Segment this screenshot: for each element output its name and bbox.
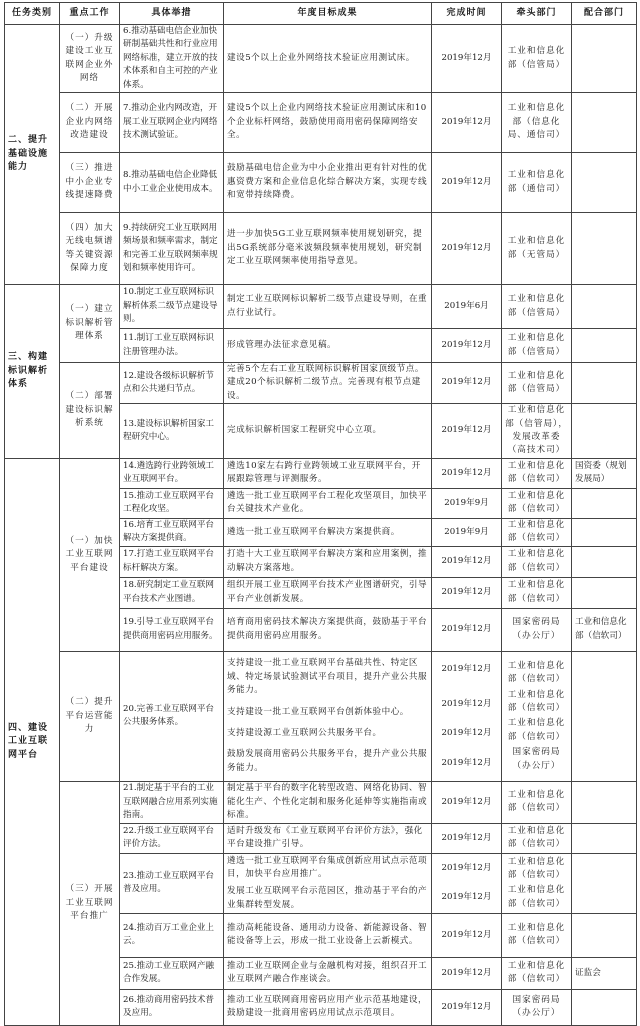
goal-cell: [224, 651, 432, 781]
table-row: [5, 213, 637, 285]
coop-cell: 工业和信息化部（信软司）: [572, 608, 637, 651]
coop-cell: [572, 989, 637, 1025]
table-row: [5, 153, 637, 213]
measure-cell: 14.遴选跨行业跨领域工业互联网平台。: [120, 458, 224, 488]
lead-cell: 工业和信息化部（信管局）: [502, 329, 572, 363]
lead-cell: 工业和信息化部（信软司）: [502, 913, 572, 957]
goal-cell: 完成标识解析国家工程研究中心立项。: [224, 404, 432, 459]
coop-cell: [572, 546, 637, 577]
goal-cell: 推动高耗能设备、通用动力设备、新能源设备、智能设备等上云，形成一批工业设备上云新模式。: [224, 913, 432, 957]
lead-cell: 工业和信息化部（通信司）: [502, 153, 572, 213]
lead-cell: 工业和信息化部（信软司）: [502, 458, 572, 488]
measure-cell: 21.制定基于平台的工业互联网融合应用系列实施指南。: [120, 781, 224, 823]
coop-cell: [572, 363, 637, 404]
measure-cell: 22.升级工业互联网平台评价方法。: [120, 823, 224, 853]
time-cell: 2019年12月: [432, 608, 502, 651]
measure-cell: 11.制订工业互联网标识注册管理办法。: [120, 329, 224, 363]
coop-cell: [572, 25, 637, 93]
goal-cell: 打造十大工业互联网平台解决方案和应用案例，推动解决方案落地。: [224, 546, 432, 577]
time-cell: 2019年12月: [432, 153, 502, 213]
measure-cell: 25.推动工业互联网产融合作发展。: [120, 957, 224, 989]
table-row: [5, 25, 637, 93]
measure-cell: 10.制定工业互联网标识解析体系二级节点建设导则。: [120, 285, 224, 329]
goal-cell: 遴选一批工业互联网平台解决方案提供商。: [224, 518, 432, 546]
time-cell: 2019年6月: [432, 285, 502, 329]
measure-cell: 19.引导工业互联网平台提供商用密码应用服务。: [120, 608, 224, 651]
table-row: [5, 363, 637, 404]
time-line: 2019年12月: [441, 728, 492, 739]
time-cell: 2019年12月: [432, 957, 502, 989]
measure-cell: 6.推动基础电信企业加快研制基础共性和行业应用网络标准，建立开放的技术体系和自主可控的产业体系。: [120, 25, 224, 93]
measure-cell: 7.推动企业内网改造，开展工业互联网企业内网络技术测试验证。: [120, 93, 224, 153]
key-work: （四）加大无线电频谱等关键资源保障力度: [60, 213, 120, 285]
table-row: [5, 93, 637, 153]
time-line: 2019年12月: [441, 663, 492, 674]
measure-cell: 17.打造工业互联网平台标杆解决方案。: [120, 546, 224, 577]
coop-cell: [572, 781, 637, 823]
lead-cell: 工业和信息化部（信软司）: [502, 823, 572, 853]
coop-cell: [572, 651, 637, 781]
time-cell: 2019年12月: [432, 577, 502, 608]
coop-cell: [572, 404, 637, 459]
key-work: （二）开展企业内网络改造建设: [60, 93, 120, 153]
measure-cell: 18.研究制定工业互联网平台技术产业图谱。: [120, 577, 224, 608]
goal-cell: 制定工业互联网标识解析二级节点建设导则，在重点行业试行。: [224, 285, 432, 329]
time-cell: 2019年9月: [432, 488, 502, 518]
header-measures: 具体举措: [120, 3, 224, 25]
key-work: （三）开展工业互联网平台推广: [60, 781, 120, 1025]
table-row: [5, 285, 637, 329]
lead-cell: 国家密码局（办公厅）: [502, 989, 572, 1025]
goal-line: 发展工业互联网平台示范园区，推动基于平台的产业集群转型发展。: [227, 886, 428, 910]
lead-cell: 工业和信息化部（信软司）: [502, 577, 572, 608]
coop-cell: [572, 285, 637, 329]
goal-cell: [224, 853, 432, 913]
time-line: 2019年12月: [441, 892, 492, 903]
lead-line: 工业和信息化部（信软司）: [507, 856, 566, 880]
goal-cell: 制定基于平台的数字化转型改造、网络化协同、智能化生产、个性化定制和服务化延伸等实施指南或标准。: [224, 781, 432, 823]
lead-line: 国家密码局（办公厅）: [512, 747, 561, 771]
work-plan-table: [4, 2, 637, 1026]
goal-cell: 完善5个左右工业互联网标识解析国家顶级节点。建成20个标识解析二级节点。完善现有根节点建设。: [224, 363, 432, 404]
time-cell: 2019年12月: [432, 404, 502, 459]
goal-cell: 鼓励基础电信企业为中小企业推出更有针对性的优惠资费方案和企业信息化综合解决方案，实现专线和宽带持续降费。: [224, 153, 432, 213]
coop-cell: [572, 913, 637, 957]
header-annual-goals: 年度目标成果: [224, 3, 432, 25]
task-category: 四、建设工业互联网平台: [5, 458, 60, 1025]
lead-cell: 工业和信息化部（信软司）: [502, 518, 572, 546]
coop-cell: [572, 329, 637, 363]
time-line: 2019年12月: [441, 862, 492, 873]
measure-cell: 23.推动工业互联网平台普及应用。: [120, 853, 224, 913]
measure-cell: 9.持续研究工业互联网用频场景和频率需求，制定和完善工业互联网频率规划和频率使用许可。: [120, 213, 224, 285]
header-key-work: 重点工作: [60, 3, 120, 25]
time-cell: 2019年12月: [432, 823, 502, 853]
header-completion-time: 完成时间: [432, 3, 502, 25]
measure-cell: 20.完善工业互联网平台公共服务体系。: [120, 651, 224, 781]
time-line: 2019年12月: [441, 757, 492, 768]
coop-cell: [572, 213, 637, 285]
time-cell: 2019年12月: [432, 913, 502, 957]
coop-cell: [572, 577, 637, 608]
key-work: （二）部署建设标识解析系统: [60, 363, 120, 459]
header-task-category: 任务类别: [5, 3, 60, 25]
lead-line: 工业和信息化部（信软司）: [507, 660, 566, 685]
header-lead-department: 牵头部门: [502, 3, 572, 25]
goal-cell: 适时升级发布《工业互联网平台评价方法》，强化平台建设推广引导。: [224, 823, 432, 853]
time-cell: 2019年12月: [432, 25, 502, 93]
goal-cell: 进一步加快5G工业互联网频率使用规划研究，提出5G系统部分毫米波频段频率使用规划，研究制定工业互联网频率使用指导意见。: [224, 213, 432, 285]
goal-line: 遴选一批工业互联网平台集成创新应用试点示范项目，加快平台应用推广。: [227, 855, 428, 879]
time-cell: 2019年12月: [432, 781, 502, 823]
goal-cell: 建设5个以上企业内网络技术验证应用测试床和10个企业标杆网络，鼓励使用商用密码保障网络安全。: [224, 93, 432, 153]
goal-cell: 组织开展工业互联网平台技术产业图谱研究，引导平台产业创新发展。: [224, 577, 432, 608]
table-row: [5, 458, 637, 488]
measure-cell: 15.推动工业互联网平台工程化攻坚。: [120, 488, 224, 518]
lead-cell: 工业和信息化部（信软司）: [502, 781, 572, 823]
goal-line: 支持建设一批工业互联网平台基础共性、特定区域、特定场景试验测试平台项目，提升产业公共服务能力。: [227, 658, 428, 696]
table-row: [5, 651, 637, 781]
goal-line: 支持建设源工业互联网公共服务平台。: [227, 728, 382, 739]
time-cell: 2019年9月: [432, 518, 502, 546]
measure-cell: 8.推动基础电信企业降低中小工业企业使用成本。: [120, 153, 224, 213]
coop-cell: [572, 518, 637, 546]
coop-cell: 国资委（规划发展局）: [572, 458, 637, 488]
coop-cell: [572, 488, 637, 518]
lead-cell: 工业和信息化部（信软司）: [502, 957, 572, 989]
time-cell: 2019年12月: [432, 363, 502, 404]
goal-cell: 建设5个以上企业外网络技术验证应用测试床。: [224, 25, 432, 93]
measure-cell: 12.建设各级标识解析节点和公共递归节点。: [120, 363, 224, 404]
goal-line: 支持建设一批工业互联网平台创新体验中心。: [227, 706, 409, 717]
lead-line: 工业和信息化部（信软司）: [507, 718, 566, 742]
task-category: 三、构建标识解析体系: [5, 285, 60, 459]
time-cell: [432, 853, 502, 913]
coop-cell: 证监会: [572, 957, 637, 989]
lead-cell: 工业和信息化部（信管局）: [502, 285, 572, 329]
lead-cell: 工业和信息化部（信管局），发展改革委（高技术司）: [502, 404, 572, 459]
time-cell: 2019年12月: [432, 546, 502, 577]
lead-line: 工业和信息化部（信软司）: [507, 885, 566, 909]
time-line: 2019年12月: [441, 698, 492, 709]
lead-cell: 工业和信息化部（信息化局、通信司）: [502, 93, 572, 153]
coop-cell: [572, 823, 637, 853]
lead-cell: 工业和信息化部（信管局）: [502, 25, 572, 93]
measure-cell: 24.推动百万工业企业上云。: [120, 913, 224, 957]
header-cooperating-department: 配合部门: [572, 3, 637, 25]
table-row: [5, 781, 637, 823]
goal-cell: 推动工业互联网商用密码应用产业示范基地建设，鼓励建设一批商用密码应用试点示范项目。: [224, 989, 432, 1025]
time-cell: 2019年12月: [432, 213, 502, 285]
time-cell: [432, 651, 502, 781]
measure-cell: 26.推动商用密码技术普及应用。: [120, 989, 224, 1025]
lead-cell: 工业和信息化部（无管局）: [502, 213, 572, 285]
lead-line: 工业和信息化部（信软司）: [507, 689, 566, 713]
coop-cell: [572, 153, 637, 213]
key-work: （三）推进中小企业专线提速降费: [60, 153, 120, 213]
lead-cell: [502, 651, 572, 781]
time-cell: 2019年12月: [432, 458, 502, 488]
goal-line: 鼓励发展商用密码公共服务平台，提升产业公共服务能力。: [227, 749, 428, 773]
key-work: （二）提升平台运营能力: [60, 651, 120, 781]
key-work: （一）升级建设工业互联网企业外网络: [60, 25, 120, 93]
lead-cell: 工业和信息化部（信软司）: [502, 488, 572, 518]
lead-cell: [502, 853, 572, 913]
key-work: （一）加快工业互联网平台建设: [60, 458, 120, 651]
task-category: 二、提升基础设施能力: [5, 25, 60, 285]
coop-cell: [572, 853, 637, 913]
measure-cell: 16.培育工业互联网平台解决方案提供商。: [120, 518, 224, 546]
goal-cell: 推动工业互联网企业与金融机构对接，组织召开工业互联网产融合作座谈会。: [224, 957, 432, 989]
lead-cell: 工业和信息化部（信管局）: [502, 363, 572, 404]
lead-cell: 国家密码局（办公厅）: [502, 608, 572, 651]
time-cell: 2019年12月: [432, 93, 502, 153]
time-cell: 2019年12月: [432, 329, 502, 363]
goal-cell: 遴选一批工业互联网平台工程化攻坚项目，加快平台关键技术产业化。: [224, 488, 432, 518]
time-cell: 2019年12月: [432, 989, 502, 1025]
measure-cell: 13.建设标识解析国家工程研究中心。: [120, 404, 224, 459]
table-header-row: [5, 3, 637, 25]
coop-cell: [572, 93, 637, 153]
goal-cell: 培育商用密码技术解决方案提供商，鼓励基于平台提供商用密码应用服务。: [224, 608, 432, 651]
goal-cell: 形成管理办法征求意见稿。: [224, 329, 432, 363]
goal-cell: 遴选10家左右跨行业跨领域工业互联网平台，开展跟踪管理与评测服务。: [224, 458, 432, 488]
key-work: （一）建立标识解析管理体系: [60, 285, 120, 363]
lead-cell: 工业和信息化部（信软司）: [502, 546, 572, 577]
